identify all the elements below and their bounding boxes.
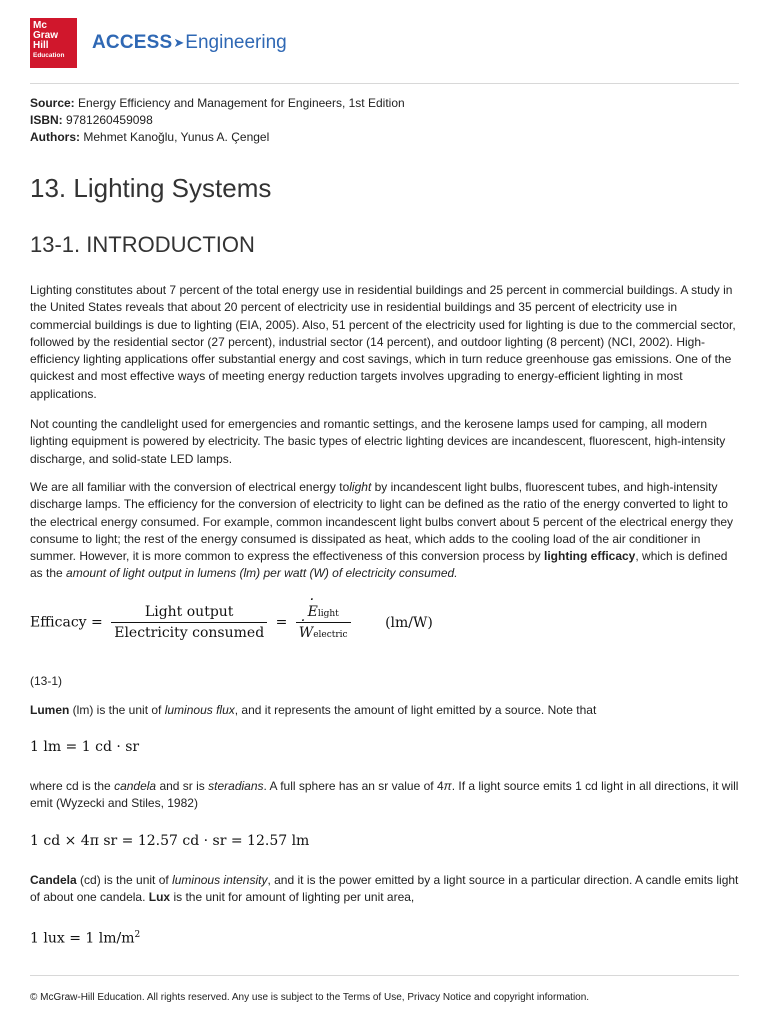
source-metadata — [30, 95, 405, 146]
paragraph-candela-lux — [30, 872, 740, 907]
paragraph-1: Lighting constitutes about 7 percent of the total energy use in residential buildings and 25 percent in commercial buildings. A study in the United States reveals that about 20 percent of electricity use in residential buildings and 35 percent of electricity use in commercial buildings is due to lighting (EIA, 2005). Also, 51 percent of the electricity used for lighting is due to the commercial sector, followed by the residential sector (27 percent), industrial sector (14 percent), and outdoor lighting (8 percent) (NCI, 2002). High-efficiency lighting applications offer substantial energy and cost savings, which in turn reduce greenhouse gas emissions. One of the quickest and most effective ways of meeting energy reduction targets involves upgrading to energy-efficient lighting in most applications. — [30, 283, 736, 401]
header-divider — [30, 83, 739, 84]
equation-lux — [30, 930, 140, 947]
section-title: 13-1. INTRODUCTION — [30, 232, 255, 257]
chevron-right-icon: ➤ — [173, 35, 185, 50]
equation-sphere: 1 cd × 4π sr = 12.57 cd · sr = 12.57 lm — [30, 833, 310, 849]
p5-text-a: where cd is the — [30, 779, 111, 793]
equation-lumen: 1 lm = 1 cd · sr — [30, 739, 140, 755]
chapter-title: 13. Lighting Systems — [30, 173, 272, 203]
eq-lux-sup: 2 — [134, 930, 141, 940]
p6-text-f: is the unit for amount of lighting per unit area, — [170, 890, 415, 905]
copyright-footer: © McGraw-Hill Education. All rights reserved. Any use is subject to the Terms of Use, Privacy Notice and copyright information. — [30, 992, 590, 1003]
isbn-label: ISBN: — [30, 113, 63, 127]
paragraph-lumen — [30, 702, 740, 719]
eq-w-sub: electric — [313, 630, 348, 640]
eq-efficacy-lhs: Efficacy = — [30, 614, 103, 631]
eq-den-electricity: Electricity consumed — [114, 625, 265, 641]
p3-text-a: We are all familiar with the conversion of electrical energy to — [30, 480, 350, 494]
eq-e-sub: light — [317, 609, 339, 619]
logo-line-2: Graw — [33, 30, 59, 41]
p3-italic-light: light — [349, 480, 372, 494]
brand-access: ACCESS — [92, 32, 173, 53]
paragraph-candela-sr — [30, 778, 740, 813]
eq-num-light-output: Light output — [111, 604, 267, 623]
authors-value: Mehmet Kanoğlu, Yunus A. Çengel — [83, 130, 270, 144]
mcgraw-hill-logo[interactable] — [30, 18, 77, 68]
p3-bold-efficacy: lighting efficacy — [544, 549, 636, 564]
eq-efficacy-unit: (lm/W) — [385, 614, 433, 631]
pi-symbol: π — [443, 779, 452, 793]
brand-engineering: Engineering — [185, 32, 287, 53]
candela-term: candela — [114, 779, 157, 793]
paragraph-2: Not counting the candlelight used for emergencies and romantic settings, and the kerosene lamps used for camping, all modern lighting equipment is powered by electricity. The basic types of electric lighting devices are incandescent, fluorescent, high-intensity discharge, and solid-state LED lamps. — [30, 417, 726, 466]
page-header — [30, 18, 739, 68]
p4-text-b: (lm) is the unit of — [69, 703, 162, 717]
logo-line-3: Hill — [33, 40, 49, 51]
eq-e-symbol: · E — [308, 604, 318, 620]
p5-text-g: . If a light source emits 1 cd light in all directions, it will emit (Wyzecki and Stiles, 1982) — [30, 779, 739, 811]
logo-line-1: Mc — [33, 20, 47, 31]
logo-line-4: Education — [33, 52, 65, 59]
equation-efficacy — [30, 604, 433, 641]
eq-lux-text: 1 lux = 1 lm/m — [30, 930, 135, 947]
steradians-term: steradians — [208, 779, 264, 793]
authors-label: Authors: — [30, 130, 80, 144]
p3-text-e: , which is defined as the — [30, 549, 728, 581]
source-value: Energy Efficiency and Management for Engineers, 1st Edition — [78, 96, 405, 110]
p5-text-e: . A full sphere has an sr value of 4 — [263, 779, 444, 793]
source-label: Source: — [30, 96, 75, 110]
p3-text-c: by incandescent light bulbs, fluorescent tubes, and high-intensity discharge lamps. The efficiency for the conversion of electricity to light can be defined as the ratio of the energy converted to light to the electrical energy consumed. For example, common incandescent light bulbs convert about 5 percent of the electrical energy they consume to light; the rest of the energy consumed is dissipated as heat, which adds to the cooling load of the air conditioner in summer. However, it is more common to express the effectiveness of this conversion process by — [30, 480, 734, 564]
isbn-value: 9781260459098 — [66, 113, 153, 127]
p5-text-c: and sr is — [156, 779, 205, 793]
footer-divider — [30, 975, 739, 976]
luminous-intensity-term: luminous intensity — [172, 873, 268, 887]
equation-number: (13-1) — [30, 674, 63, 688]
candela-bold-term: Candela — [30, 873, 77, 887]
p4-text-d: , and it represents the amount of light emitted by a source. Note that — [234, 703, 597, 717]
lumen-term: Lumen — [30, 703, 70, 717]
eq-w-symbol: · W — [299, 625, 313, 641]
lux-term: Lux — [148, 890, 171, 905]
eq-fraction-symbols — [296, 604, 351, 641]
luminous-flux-term: luminous flux — [164, 703, 235, 717]
eq-fraction-words — [111, 604, 267, 641]
p3-italic-definition: amount of light output in lumens (lm) per watt (W) of electricity consumed. — [66, 566, 458, 581]
eq-equals: = — [275, 614, 288, 631]
p6-text-b: (cd) is the unit of — [76, 873, 169, 887]
p6-text-d: , and it is the power emitted by a light source in a particular direction. A candle emits light of about one candela. — [30, 873, 739, 905]
paragraph-3 — [30, 479, 740, 583]
access-engineering-logo[interactable] — [92, 32, 287, 54]
